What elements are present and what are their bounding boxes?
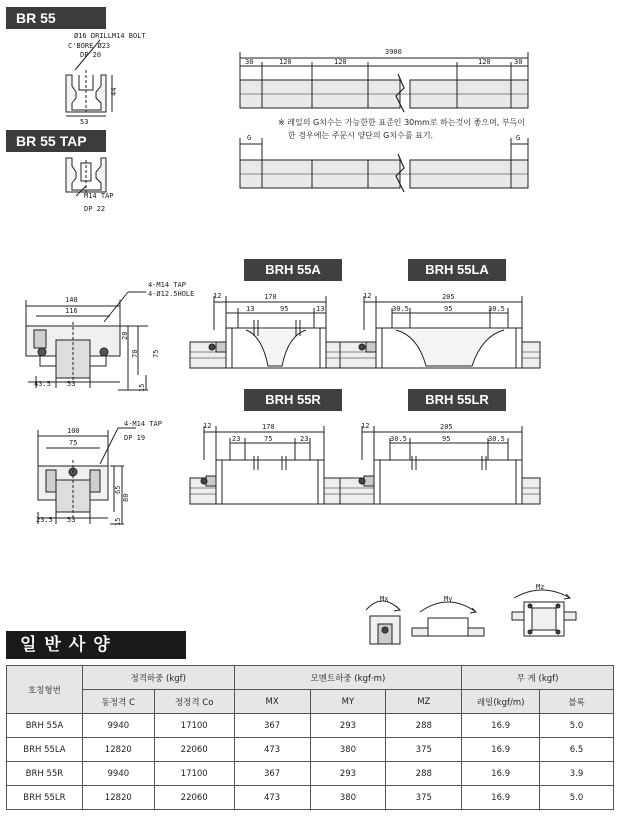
side-r-d23: 23 <box>232 435 241 443</box>
front-a-w116: 116 <box>65 307 78 315</box>
side-la-d30a: 30.5 <box>392 305 409 313</box>
table-row <box>7 786 614 810</box>
cell-my: 293 <box>310 714 386 738</box>
front-a-h75: 75 <box>152 349 160 358</box>
cell-c: 9940 <box>82 714 154 738</box>
front-a-w53: 53 <box>67 380 76 388</box>
model-tag-brh55a: BRH 55A <box>244 259 342 281</box>
side-lr-d30b: 30.5 <box>488 435 505 443</box>
br55-title: BR 55 <box>6 7 106 29</box>
side-view-la <box>340 296 540 368</box>
front-r-h80: 80 <box>122 493 130 502</box>
cell-my: 380 <box>310 738 386 762</box>
br55-dp-label: DP 20 <box>80 51 102 59</box>
front-r-h15: 15 <box>114 517 122 526</box>
side-la-d95: 95 <box>444 305 453 313</box>
side-lr-total: 205 <box>440 423 453 431</box>
side-la-total: 205 <box>442 293 455 301</box>
rail-g2: G <box>516 134 521 142</box>
cell-mx: 473 <box>234 786 310 810</box>
header-weight: 무 게 (kgf) <box>462 666 614 690</box>
front-a-h70: 70 <box>131 349 139 358</box>
header-mz: MZ <box>386 690 462 714</box>
rail-note <box>278 116 618 142</box>
br55tap-tap-label: M14 TAP <box>84 192 114 200</box>
header-my: MY <box>310 690 386 714</box>
front-a-tap: 4-M14 TAP <box>148 281 186 289</box>
cell-mz: 375 <box>386 738 462 762</box>
moment-mx: Mx <box>380 595 389 603</box>
front-r-w23: 23.5 <box>36 516 53 524</box>
front-r-w75: 75 <box>69 439 78 447</box>
side-r-d23b: 23 <box>300 435 309 443</box>
front-a-w140: 140 <box>65 296 78 304</box>
cell-co: 22060 <box>154 738 234 762</box>
front-a-hole: 4-Ø12.5HOLE <box>148 290 195 298</box>
rail-g-view <box>240 138 528 192</box>
cell-c: 9940 <box>82 762 154 786</box>
cell-rail: 16.9 <box>462 762 540 786</box>
model-tag-brh55lr: BRH 55LR <box>408 389 506 411</box>
cell-my: 380 <box>310 786 386 810</box>
side-a-d12: 12 <box>213 292 222 300</box>
header-mx: MX <box>234 690 310 714</box>
side-a-total: 170 <box>264 293 277 301</box>
cell-model: BRH 55LR <box>7 786 83 810</box>
cell-mx: 473 <box>234 738 310 762</box>
br55tap-dp-label: DP 22 <box>84 205 106 213</box>
rail-total: 3900 <box>385 48 402 56</box>
cell-co: 17100 <box>154 714 234 738</box>
side-a-d13b: 13 <box>316 305 325 313</box>
table-row <box>7 762 614 786</box>
cell-block: 5.0 <box>540 786 614 810</box>
cell-mx: 367 <box>234 714 310 738</box>
side-r-total: 170 <box>262 423 275 431</box>
br55-bolt-label: Ø16 DRILLM14 BOLT <box>74 32 146 40</box>
front-r-w53: 53 <box>67 516 76 524</box>
front-view-r <box>38 428 136 524</box>
br55-cbore-label: C'BORE Ø23 <box>68 42 111 50</box>
side-a-d13a: 13 <box>246 305 255 313</box>
header-moment: 모멘트하중 (kgf·m) <box>234 666 462 690</box>
table-row <box>7 738 614 762</box>
br55-h44: 44 <box>110 87 118 96</box>
front-r-dp: DP 19 <box>124 434 146 442</box>
side-view-lr <box>340 426 540 504</box>
rail-note-line1: ※ 레일의 G치수는 가능한한 표준인 30mm로 하는것이 좋으며, 부득이 <box>278 118 526 127</box>
br55tap-rail-section <box>66 158 106 196</box>
header-block: 블록 <box>540 690 614 714</box>
front-a-h15: 15 <box>138 383 146 392</box>
spec-table <box>6 665 614 810</box>
cell-block: 5.0 <box>540 714 614 738</box>
front-r-w100: 100 <box>67 427 80 435</box>
cell-co: 17100 <box>154 762 234 786</box>
side-lr-d30a: 30.5 <box>390 435 407 443</box>
cell-model: BRH 55LA <box>7 738 83 762</box>
header-static: 정정격 Co <box>154 690 234 714</box>
moment-my: My <box>444 595 453 603</box>
side-r-d12: 12 <box>203 422 212 430</box>
side-r-d75: 75 <box>264 435 273 443</box>
front-view-a <box>26 292 148 390</box>
model-tag-brh55r: BRH 55R <box>244 389 342 411</box>
cell-rail: 16.9 <box>462 738 540 762</box>
moment-mz-diagram <box>512 590 576 636</box>
rail-d30b: 30 <box>514 58 523 66</box>
cell-rail: 16.9 <box>462 786 540 810</box>
side-la-d12: 12 <box>363 292 372 300</box>
cell-c: 12820 <box>82 738 154 762</box>
rail-d30a: 30 <box>245 58 254 66</box>
cell-mz: 288 <box>386 714 462 738</box>
header-load: 정격하중 (kgf) <box>82 666 234 690</box>
model-tag-brh55la: BRH 55LA <box>408 259 506 281</box>
side-lr-d95: 95 <box>442 435 451 443</box>
rail-g1: G <box>247 134 252 142</box>
cell-co: 22060 <box>154 786 234 810</box>
front-a-w43: 43.5 <box>34 380 51 388</box>
side-a-d95: 95 <box>280 305 289 313</box>
table-row <box>7 714 614 738</box>
br55tap-title: BR 55 TAP <box>6 130 106 152</box>
front-r-h65: 65 <box>114 485 122 494</box>
header-rail: 레일(kgf/m) <box>462 690 540 714</box>
header-dynamic: 동정격 C <box>82 690 154 714</box>
cell-my: 293 <box>310 762 386 786</box>
moment-my-diagram <box>412 602 484 636</box>
cell-c: 12820 <box>82 786 154 810</box>
cell-mz: 375 <box>386 786 462 810</box>
header-model: 호칭형번 <box>7 666 83 714</box>
br55-w53: 53 <box>80 118 89 126</box>
cell-mx: 367 <box>234 762 310 786</box>
cell-model: BRH 55A <box>7 714 83 738</box>
cell-rail: 16.9 <box>462 714 540 738</box>
front-a-d20: 20 <box>121 331 129 340</box>
cell-mz: 288 <box>386 762 462 786</box>
rail-d120b: 120 <box>334 58 347 66</box>
cell-model: BRH 55R <box>7 762 83 786</box>
side-la-d30b: 30.5 <box>488 305 505 313</box>
moment-mz: Mz <box>536 583 545 591</box>
cell-block: 3.9 <box>540 762 614 786</box>
rail-note-line2: 한 경우에는 주문시 양단의 G치수를 표기. <box>288 131 434 140</box>
spec-title: 일반사양 <box>6 631 186 659</box>
rail-d120a: 120 <box>279 58 292 66</box>
moment-mx-diagram <box>366 601 400 644</box>
front-r-tap: 4-M14 TAP <box>124 420 162 428</box>
side-lr-d12: 12 <box>361 422 370 430</box>
cell-block: 6.5 <box>540 738 614 762</box>
rail-d120c: 120 <box>478 58 491 66</box>
